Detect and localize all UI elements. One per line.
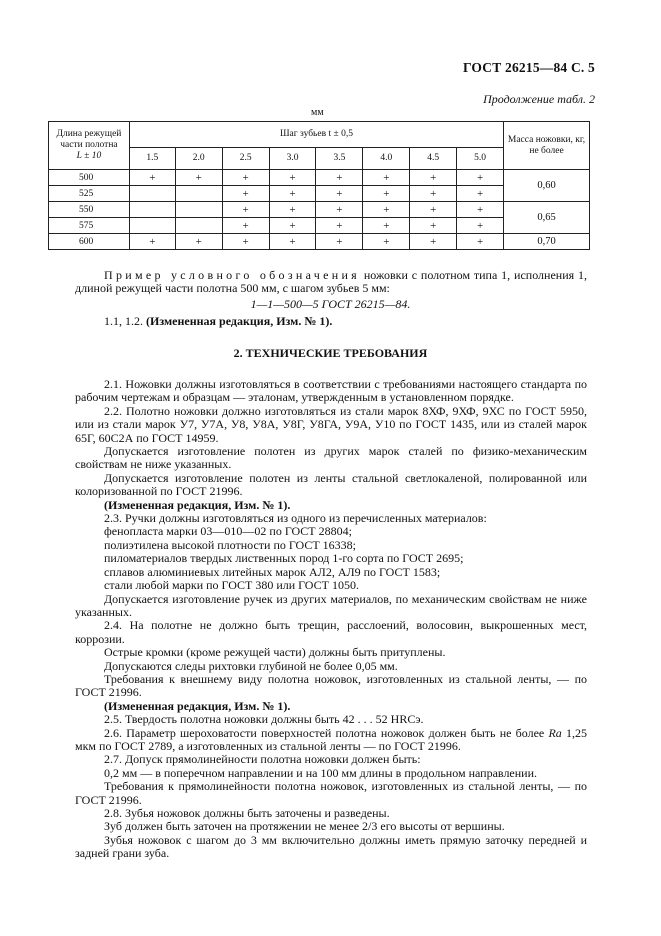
para-2-4: 2.4. На полотне не должно быть трещин, расслоений, волосовин, выкрошенных мест, коррозии. xyxy=(75,618,587,646)
pitch-mark-cell xyxy=(129,186,175,202)
para-2-6: 2.6. Параметр шероховатости поверхностей полотна ножовок должен быть не более Ra 1,25 мкм по ГОСТ 2789, а изготовленных из стальной ленты — по ГОСТ 21996. xyxy=(75,725,588,753)
length-cell: 575 xyxy=(49,218,130,234)
pitch-cell: 2.5 xyxy=(222,148,269,170)
pitch-mark-cell: + xyxy=(129,170,175,186)
page-header: ГОСТ 26215—84 С. 5 xyxy=(462,60,595,75)
material-2: полиэтилена высокой плотности по ГОСТ 16338; xyxy=(104,537,356,552)
example-text xyxy=(75,269,587,296)
para-2-2a: Допускается изготовление полотен из других марок сталей по физико-механическим свойствам не ниже указанных. xyxy=(75,444,587,472)
length-header-symbol: L ± 10 xyxy=(76,151,102,161)
pitch-mark-cell: + xyxy=(363,170,410,186)
requirements-body xyxy=(75,378,587,861)
mass-cell: 0,65 xyxy=(504,202,590,234)
pitch-cell: 4.5 xyxy=(410,148,457,170)
pitch-mark-cell: + xyxy=(316,202,363,218)
pitch-mark-cell xyxy=(129,202,175,218)
table-continuation-label: Продолжение табл. 2 xyxy=(483,92,595,106)
pitch-mark-cell: + xyxy=(363,202,410,218)
material-4: сплавов алюминиевых литейных марок АЛ2, АЛ9 по ГОСТ 1583; xyxy=(104,564,441,579)
pitch-mark-cell: + xyxy=(410,234,457,250)
material-1: фенопласта марки 03—010—02 по ГОСТ 28804; xyxy=(104,524,352,539)
pitch-mark-cell: + xyxy=(457,186,504,202)
pitch-mark-cell: + xyxy=(410,170,457,186)
example-designation: 1—1—500—5 ГОСТ 26215—84. xyxy=(250,297,411,311)
pitch-mark-cell: + xyxy=(410,202,457,218)
pitch-mark-cell: + xyxy=(222,234,269,250)
pitch-mark-cell: + xyxy=(129,234,175,250)
para-2-5: 2.5. Твердость полотна ножовки должны быть 42 . . . 52 HRCэ. xyxy=(104,712,424,727)
pitch-cell: 5.0 xyxy=(457,148,504,170)
pitch-mark-cell: + xyxy=(222,186,269,202)
pitch-header: Шаг зубьев t ± 0,5 xyxy=(129,122,503,148)
length-header xyxy=(49,122,130,170)
para-2-3a: Допускается изготовление ручек из других материалов, по механическим свойствам не ниже указанных. xyxy=(75,591,587,619)
pitch-mark-cell: + xyxy=(457,170,504,186)
pitch-mark-cell xyxy=(129,218,175,234)
table-row xyxy=(49,202,590,218)
pitch-cell: 3.0 xyxy=(269,148,316,170)
table-unit: мм xyxy=(311,107,324,118)
pitch-mark-cell: + xyxy=(410,218,457,234)
para-2-8b: Зубья ножовок с шагом до 3 мм включительно должны иметь прямую заточку передней и задней грани зуба. xyxy=(75,832,587,861)
length-header-text: Длина режущей части полотна xyxy=(56,129,122,150)
mass-header: Масса ножовки, кг, не более xyxy=(504,122,590,170)
length-cell: 600 xyxy=(49,234,130,250)
pitch-mark-cell: + xyxy=(316,170,363,186)
pitch-mark-cell: + xyxy=(410,186,457,202)
pitch-mark-cell: + xyxy=(175,234,222,250)
para-2-2: 2.2. Полотно ножовки должно изготовляться из стали марок 8ХФ, 9ХФ, 9ХС по ГОСТ 5950, или из стали марок У7, У7А, У8, У8А, У8Г, У8ГА, У9А, У10 по ГОСТ 1435, или из сталей марок 65Г, 60С2А по ГОСТ 14959. xyxy=(75,403,587,445)
pitch-cell: 3.5 xyxy=(316,148,363,170)
material-5: стали любой марки по ГОСТ 380 или ГОСТ 1050. xyxy=(104,578,359,593)
pitch-mark-cell: + xyxy=(175,170,222,186)
pitch-mark-cell: + xyxy=(316,234,363,250)
mass-cell: 0,60 xyxy=(504,170,590,202)
note-1-bold: (Измененная редакция, Изм. № 1). xyxy=(146,314,333,328)
pitch-mark-cell: + xyxy=(457,234,504,250)
para-2-4a: Острые кромки (кроме режущей части) должны быть притуплены. xyxy=(104,645,446,660)
pitch-mark-cell: + xyxy=(269,202,316,218)
pitch-mark-cell: + xyxy=(222,202,269,218)
pitch-cell: 2.0 xyxy=(175,148,222,170)
para-2-4c: Требования к внешнему виду полотна ножовок, изготовленных из стальной ленты, — по ГОСТ 21996. xyxy=(75,671,587,700)
pitch-mark-cell: + xyxy=(269,234,316,250)
pitch-mark-cell: + xyxy=(363,186,410,202)
pitch-mark-cell: + xyxy=(269,186,316,202)
length-cell: 550 xyxy=(49,202,130,218)
pitch-mark-cell xyxy=(175,218,222,234)
para-2-8: 2.8. Зубья ножовок должны быть заточены и разведены. xyxy=(104,806,390,820)
note-1 xyxy=(75,315,587,328)
pitch-mark-cell: + xyxy=(222,170,269,186)
para-2-7b: Требования к прямолинейности полотна ножовок, изготовленных из стальной ленты, — по ГОСТ 21996. xyxy=(75,779,587,807)
pitch-mark-cell: + xyxy=(457,202,504,218)
pitch-cell: 1.5 xyxy=(129,148,175,170)
pitch-mark-cell: + xyxy=(363,234,410,250)
edition-note-2: (Измененная редакция, Изм. № 1). xyxy=(104,698,291,713)
length-cell: 525 xyxy=(49,186,130,202)
table-body xyxy=(49,170,590,250)
saw-table xyxy=(48,121,590,250)
pitch-mark-cell xyxy=(175,186,222,202)
example-lead: Пример условного обозначения xyxy=(104,268,360,282)
pitch-mark-cell: + xyxy=(222,218,269,234)
example-body: ножовки с полотном типа 1, исполнения 1, длиной режущей части полотна 500 мм, с шагом зубьев 5 мм: xyxy=(75,268,587,296)
note-1-prefix: 1.1, 1.2. xyxy=(104,314,143,328)
para-2-2b: Допускается изготовление полотен из ленты стальной светлокаленой, полированной или колоризованной по ГОСТ 21996. xyxy=(75,470,587,499)
length-cell: 500 xyxy=(49,170,130,186)
pitch-mark-cell xyxy=(175,202,222,218)
pitch-mark-cell: + xyxy=(316,186,363,202)
pitch-mark-cell: + xyxy=(457,218,504,234)
para-2-1: 2.1. Ножовки должны изготовляться в соответствии с требованиями настоящего стандарта по рабочим чертежам и образцам — эталонам, утвержденным в установленном порядке. xyxy=(75,377,587,405)
mass-cell: 0,70 xyxy=(504,234,590,250)
pitch-mark-cell: + xyxy=(269,170,316,186)
example-block xyxy=(75,269,587,296)
section-title: 2. ТЕХНИЧЕСКИЕ ТРЕБОВАНИЯ xyxy=(233,346,428,360)
pitch-mark-cell: + xyxy=(363,218,410,234)
para-2-4b: Допускаются следы рихтовки глубиной не более 0,05 мм. xyxy=(104,658,398,673)
para-2-8a: Зуб должен быть заточен на протяжении не менее 2/3 его высоты от вершины. xyxy=(104,819,505,834)
material-3: пиломатериалов твердых лиственных пород 1-го сорта по ГОСТ 2695; xyxy=(104,551,464,566)
para-2-7: 2.7. Допуск прямолинейности полотна ножовки должен быть: xyxy=(104,752,421,767)
para-2-3: 2.3. Ручки должны изготовляться из одного из перечисленных материалов: xyxy=(104,511,487,526)
pitch-mark-cell: + xyxy=(316,218,363,234)
para-2-7a: 0,2 мм — в поперечном направлении и на 100 мм длины в продольном направлении. xyxy=(104,765,538,780)
pitch-cell: 4.0 xyxy=(363,148,410,170)
table-row xyxy=(49,234,590,250)
edition-note-1: (Измененная редакция, Изм. № 1). xyxy=(104,497,291,512)
table-row xyxy=(49,170,590,186)
pitch-mark-cell: + xyxy=(269,218,316,234)
